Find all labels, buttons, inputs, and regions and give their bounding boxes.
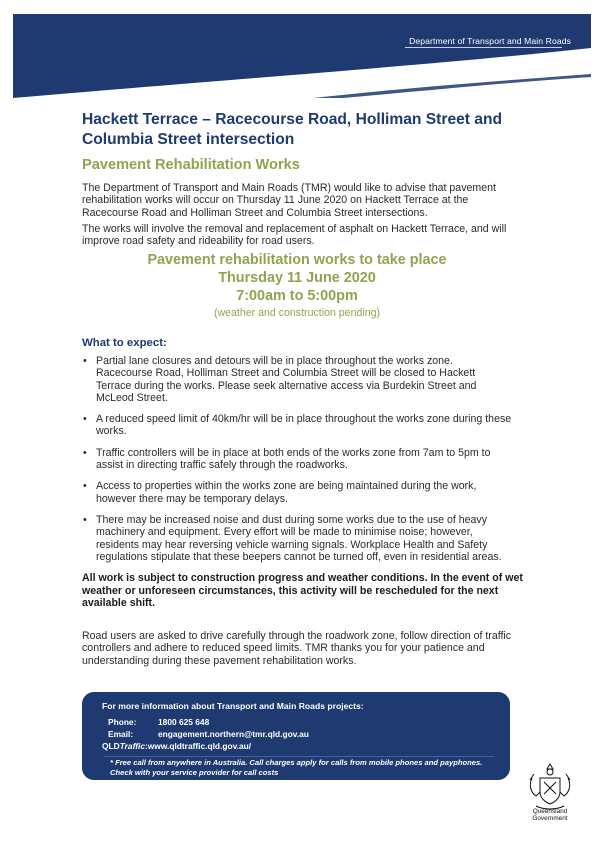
email-link[interactable]: engagement.northern@tmr.qld.gov.au — [158, 729, 309, 739]
contact-heading: For more information about Transport and Main Roads projects: — [102, 701, 364, 711]
what-to-expect-heading: What to expect: — [82, 337, 167, 349]
intro-paragraph-1: The Department of Transport and Main Roads (TMR) would like to advise that pavement rehabilitation works will occur on Thursday 11 June 2020 on Hackett Terrace at the Racecourse Road and Holliman Street and Columbia Street intersections. — [82, 182, 496, 219]
schedule-line-1: Pavement rehabilitation works to take place — [147, 252, 447, 268]
list-item-text: There may be increased noise and dust during some works due to the use of heavy machinery and equipment. Every effort will be made to minimise noise; however, residents may hear reversing vehicle warning signals. Workplace Health and Safety regulations stipulate that these beepers cannot be turned off, even in residential areas. — [96, 513, 502, 563]
closing-paragraph: Road users are asked to drive carefully through the roadwork zone, follow direction of traffic controllers and adhere to reduced speed limits. TMR thanks you for your patience and understanding during these pavement rehabilitation works. — [82, 630, 512, 667]
contact-info-box — [82, 692, 510, 780]
phone-row — [108, 717, 209, 727]
schedule-date: Thursday 11 June 2020 — [218, 270, 376, 286]
list-item — [82, 514, 512, 563]
list-item — [82, 480, 512, 505]
header-wave-graphic — [13, 14, 591, 98]
email-label: Email: — [108, 729, 134, 739]
conditions-paragraph: All work is subject to construction progress and weather conditions. In the event of wet weather or unforeseen circumstances, this activity will be rescheduled for the next available shift. — [82, 572, 523, 610]
department-underline — [405, 47, 562, 48]
page-subtitle: Pavement Rehabilitation Works — [82, 157, 300, 173]
bullet-icon: • — [83, 446, 87, 459]
logo-line-queensland: Queensland — [532, 808, 568, 815]
what-to-expect-list — [82, 355, 512, 572]
list-item — [82, 447, 512, 472]
qldtraffic-label-prefix: QLD — [102, 741, 120, 751]
phone-number[interactable]: 1800 625 648 — [158, 717, 210, 727]
list-item — [82, 413, 512, 438]
queensland-government-wordmark — [522, 808, 578, 822]
logo-line-government: Government — [532, 815, 568, 822]
list-item-text: Access to properties within the works zone are being maintained during the work, however there may be temporary delays. — [96, 480, 477, 505]
list-item-text: Traffic controllers will be in place at both ends of the works zone from 7am to 5pm to assist in directing traffic safely through the roadworks. — [96, 446, 491, 472]
intro-paragraph-2: The works will involve the removal and replacement of asphalt on Hackett Terrace, and will improve road safety and rideability for road users. — [82, 223, 507, 248]
phone-label: Phone: — [108, 717, 137, 727]
page-title: Hackett Terrace – Racecourse Road, Holliman Street and Columbia Street intersection — [82, 111, 503, 148]
bullet-icon: • — [83, 355, 87, 367]
bullet-icon: • — [83, 513, 87, 526]
call-charges-note: * Free call from anywhere in Australia. Call charges apply for calls from mobile phones and payphones. Check with your service provider for call costs — [110, 758, 483, 777]
qldtraffic-link[interactable]: www.qldtraffic.qld.gov.au/ — [147, 741, 252, 751]
schedule-time: 7:00am to 5:00pm — [236, 288, 358, 304]
list-item — [82, 355, 512, 404]
department-name: Department of Transport and Main Roads — [409, 36, 571, 46]
bullet-icon: • — [83, 480, 87, 493]
schedule-note: (weather and construction pending) — [213, 307, 381, 319]
list-item-text: A reduced speed limit of 40km/hr will be in place throughout the works zone during these works. — [96, 413, 512, 438]
bullet-icon: • — [83, 413, 87, 426]
list-item-text: Partial lane closures and detours will be in place throughout the works zone. Racecourse Road, Holliman Street and Columbia Street will be closed to Hackett Terrace during the works. Please seek alternative access via Burdekin Street and McLeod Street. — [96, 355, 477, 404]
qldtraffic-row — [102, 741, 251, 751]
qldtraffic-label-italic: Traffic — [119, 741, 145, 751]
qldtraffic-label-colon: : — [144, 741, 148, 751]
info-divider — [104, 756, 494, 757]
email-row — [108, 729, 309, 739]
